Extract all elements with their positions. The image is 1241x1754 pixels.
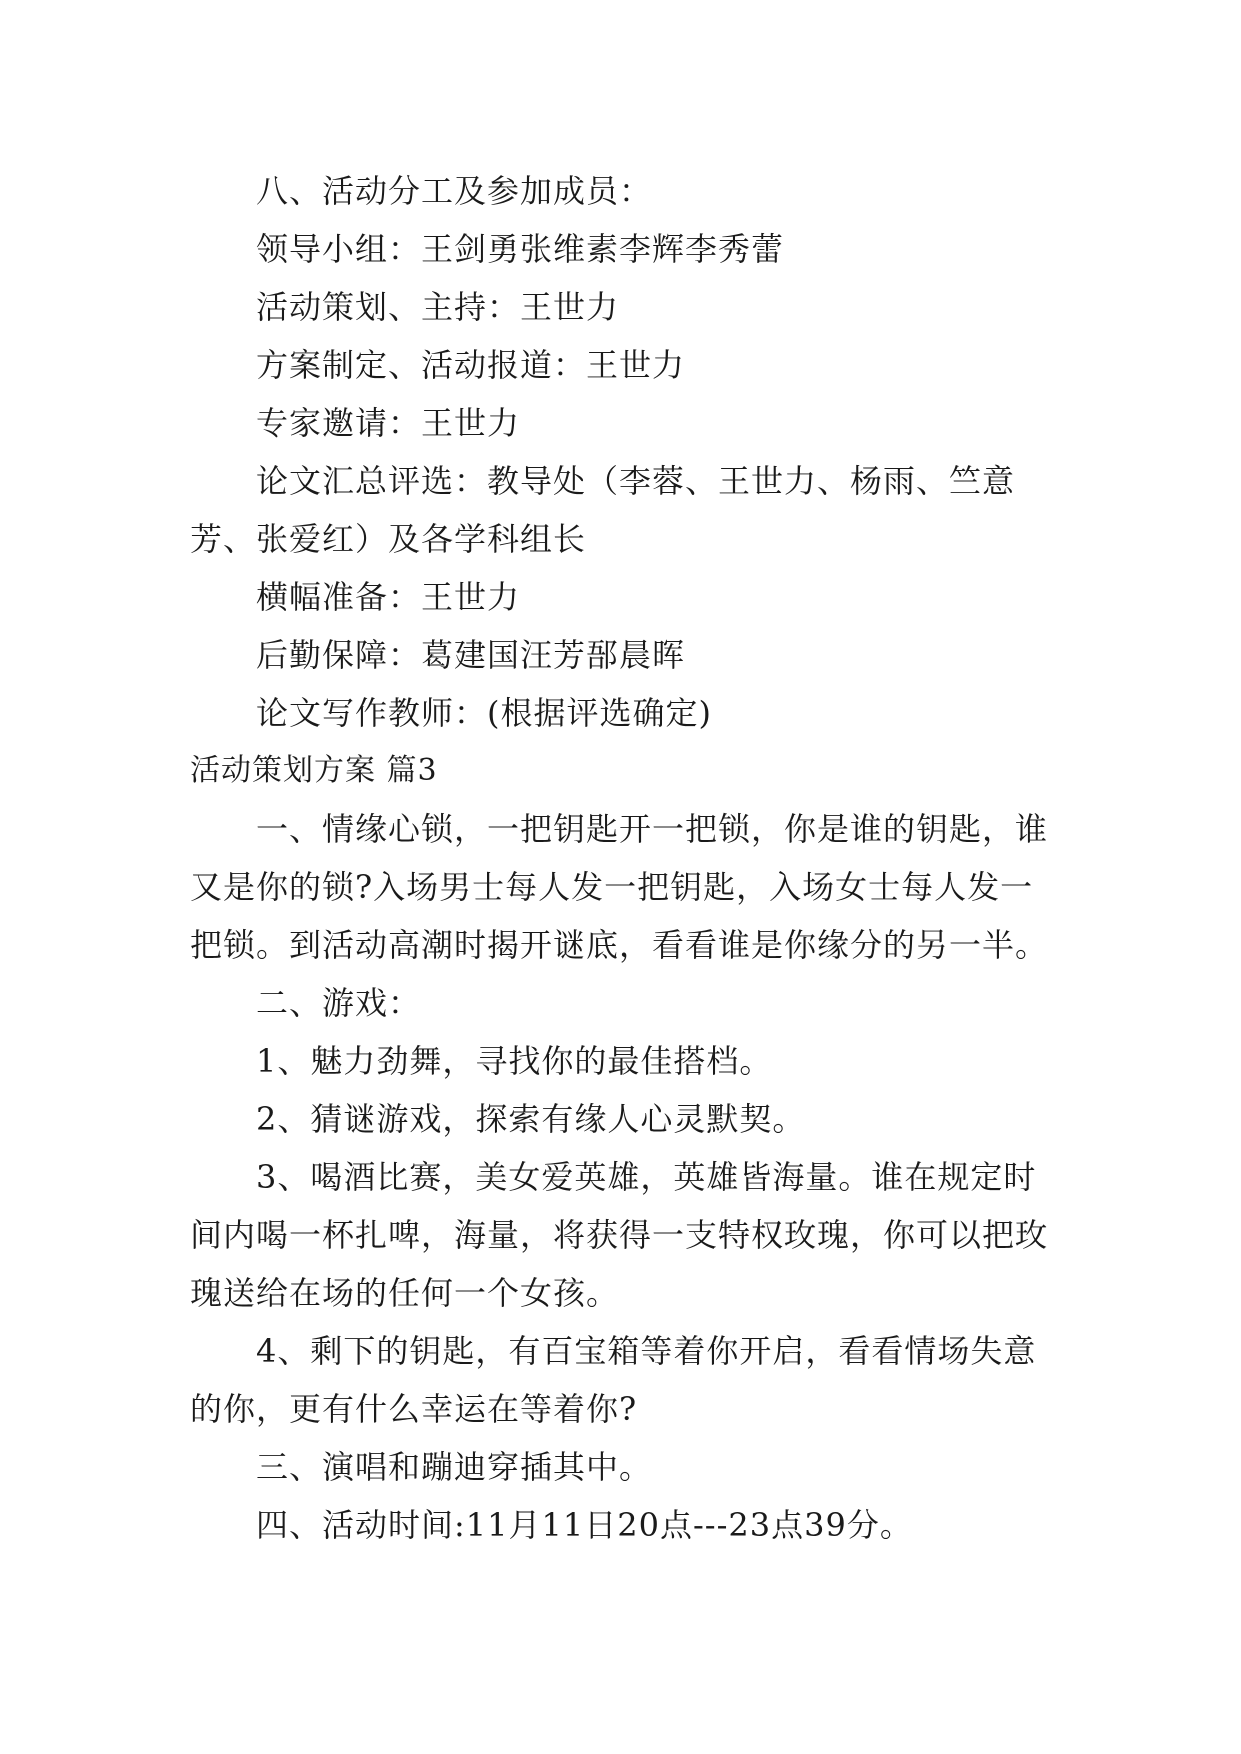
paragraph-event-time: 四、活动时间:11月11日20点---23点39分。: [256, 1506, 913, 1544]
paragraph-game-1: 1、魅力劲舞，寻找你的最佳搭档。: [256, 1042, 773, 1080]
paragraph-game-4: 4、剩下的钥匙，有百宝箱等着你开启，看看情场失意的你，更有什么幸运在等着你?: [190, 1332, 1037, 1428]
paragraph-banner: 横幅准备：王世力: [256, 578, 521, 616]
paragraph-section-8-title: 八、活动分工及参加成员：: [256, 172, 653, 210]
paragraph-love-lock: 一、情缘心锁，一把钥匙开一把锁，你是谁的钥匙，谁又是你的锁?入场男士每人发一把钥匙，入场女士每人发一把锁。到活动高潮时揭开谜底，看看谁是你缘分的另一半。: [190, 810, 1049, 964]
paragraph-singing: 三、演唱和蹦迪穿插其中。: [256, 1448, 653, 1486]
paragraph-game-2: 2、猜谜游戏，探索有缘人心灵默契。: [256, 1100, 806, 1138]
paragraph-planning-host: 活动策划、主持：王世力: [256, 288, 620, 326]
paragraph-plan-report: 方案制定、活动报道：王世力: [256, 346, 686, 384]
paragraph-expert-invite: 专家邀请：王世力: [256, 404, 521, 442]
document-body: [190, 162, 1060, 1554]
section-heading-part-3: 活动策划方案 篇3: [190, 753, 438, 788]
paragraph-leadership-group: 领导小组：王剑勇张维素李辉李秀蕾: [256, 230, 785, 268]
paragraph-logistics: 后勤保障：葛建国汪芳郚晨晖: [256, 636, 686, 674]
paragraph-games-title: 二、游戏：: [256, 984, 422, 1022]
paragraph-paper-review: 论文汇总评选：教导处（李蓉、王世力、杨雨、竺意芳、张爱红）及各学科组长: [190, 462, 1016, 558]
paragraph-paper-teachers: 论文写作教师：(根据评选确定): [256, 694, 712, 732]
paragraph-game-3: 3、喝酒比赛，美女爱英雄，英雄皆海量。谁在规定时间内喝一杯扎啤，海量，将获得一支特权玫瑰，你可以把玫瑰送给在场的任何一个女孩。: [190, 1158, 1049, 1312]
